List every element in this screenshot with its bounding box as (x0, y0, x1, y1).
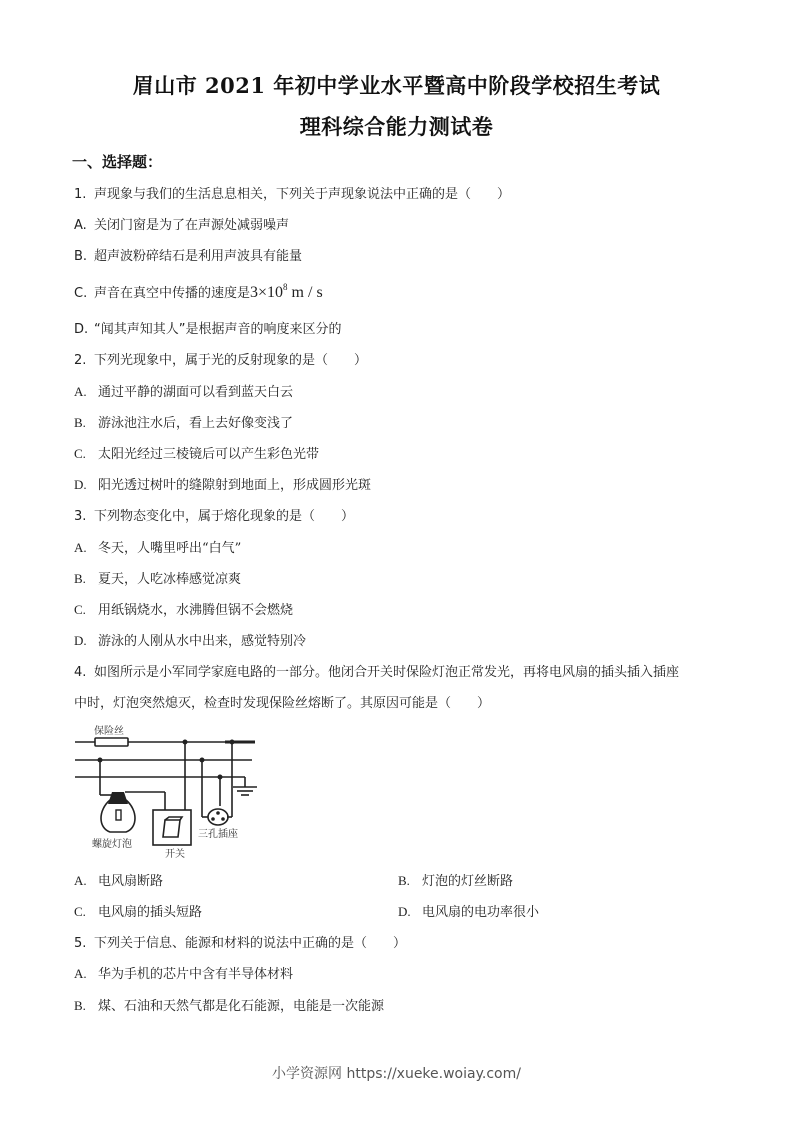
option-label: C. (74, 904, 86, 919)
option-text: 夏天，人吃冰棒感觉凉爽 (98, 572, 242, 587)
question-number: 1. (74, 187, 87, 202)
option-text: 电风扇的电功率很小 (422, 905, 540, 920)
q4-option-d (398, 901, 539, 920)
q1-option-b (74, 245, 302, 264)
option-label: A. (74, 218, 87, 233)
option-text: 游泳池注水后，看上去好像变浅了 (98, 416, 294, 431)
q1-option-a (74, 214, 289, 233)
q4-option-a (74, 870, 163, 889)
option-label: B. (74, 249, 88, 264)
option-text: 关闭门窗是为了在声源处减弱噪声 (94, 218, 290, 233)
q2-option-a (74, 381, 293, 400)
option-text: 通过平静的湖面可以看到蓝天白云 (98, 385, 294, 400)
option-text: 阳光透过树叶的缝隙射到地面上，形成圆形光斑 (98, 478, 372, 493)
option-label: B. (74, 415, 86, 430)
question-text: 声现象与我们的生活息息相关，下列关于声现象说法中正确的是（ ） (94, 187, 511, 202)
bulb-label: 螺旋灯泡 (92, 839, 132, 850)
question-4-stem-line1 (74, 661, 679, 680)
q2-option-d (74, 474, 371, 493)
speed-formula (250, 284, 323, 301)
option-text: 电风扇的插头短路 (98, 905, 203, 920)
option-text: 电风扇断路 (98, 874, 164, 889)
q1-option-d (74, 318, 341, 337)
q3-option-b (74, 568, 241, 587)
question-number: 3. (74, 509, 87, 524)
question-4-stem-line2 (74, 692, 490, 711)
option-text: 冬天，人嘴里呼出“白气” (98, 541, 242, 556)
q3-option-c (74, 599, 293, 618)
question-number: 2. (74, 353, 87, 368)
question-text: 下列关于信息、能源和材料的说法中正确的是（ ） (94, 936, 407, 951)
option-label: C. (74, 446, 86, 461)
option-label: D. (398, 904, 411, 919)
question-2-stem (74, 349, 367, 368)
option-label: B. (74, 998, 86, 1013)
question-text: 中时，灯泡突然熄灭，检查时发现保险丝熔断了。其原因可能是（ ） (74, 696, 491, 711)
q3-option-d (74, 630, 306, 649)
option-label: C. (74, 286, 88, 301)
option-label: B. (74, 571, 86, 586)
q3-option-a (74, 537, 241, 556)
option-text: 太阳光经过三棱镜后可以产生彩色光带 (98, 447, 320, 462)
option-label: A. (74, 873, 87, 888)
q5-option-b (74, 995, 384, 1014)
option-text: 游泳的人刚从水中出来，感觉特别冷 (98, 634, 307, 649)
q4-option-b (398, 870, 513, 889)
option-label: D. (74, 322, 89, 337)
formula-base: 3×10 (250, 284, 284, 301)
formula-exponent: 8 (283, 282, 288, 292)
q4-option-c (74, 901, 202, 920)
option-text: 煤、石油和天然气都是化石能源，电能是一次能源 (98, 999, 385, 1014)
formula-unit: m / s (287, 284, 323, 301)
question-text: 下列物态变化中，属于熔化现象的是（ ） (94, 509, 355, 524)
option-text: 超声波粉碎结石是利用声波具有能量 (94, 249, 303, 264)
fuse-label: 保险丝 (94, 726, 124, 737)
option-text: 华为手机的芯片中含有半导体材料 (98, 967, 294, 982)
q5-option-a (74, 963, 293, 982)
footer-watermark: 小学资源网 https://xueke.woiay.com/ (272, 1066, 521, 1082)
question-text: 如图所示是小军同学家庭电路的一部分。他闭合开关时保险灯泡正常发光，再将电风扇的插头插入插座 (94, 665, 680, 680)
exam-title: 眉山市 2021 年初中学业水平暨高中阶段学校招生考试 (132, 73, 661, 98)
option-text: “闻其声知其人”是根据声音的响度来区分的 (94, 322, 342, 337)
household-circuit-diagram (70, 720, 270, 860)
option-label: D. (74, 477, 87, 492)
option-label: D. (74, 633, 87, 648)
q2-option-c (74, 443, 319, 462)
section-heading: 一、选择题： (72, 153, 163, 171)
question-5-stem (74, 932, 406, 951)
option-text: 灯泡的灯丝断路 (422, 874, 514, 889)
option-text: 用纸锅烧水，水沸腾但锅不会燃烧 (98, 603, 294, 618)
socket-label: 三孔插座 (198, 829, 238, 840)
question-3-stem (74, 505, 354, 524)
q2-option-b (74, 412, 293, 431)
question-number: 5. (74, 936, 87, 951)
question-1-stem (74, 183, 510, 202)
question-number: 4. (74, 665, 87, 680)
switch-label: 开关 (165, 849, 185, 860)
option-label: A. (74, 966, 87, 981)
option-label: B. (398, 873, 410, 888)
q1-option-c (74, 282, 323, 302)
option-label: A. (74, 540, 87, 555)
option-label: C. (74, 602, 86, 617)
question-text: 下列光现象中，属于光的反射现象的是（ ） (94, 353, 368, 368)
exam-subtitle: 理科综合能力测试卷 (299, 114, 494, 139)
option-text: 声音在真空中传播的速度是 (94, 286, 251, 301)
option-label: A. (74, 384, 87, 399)
